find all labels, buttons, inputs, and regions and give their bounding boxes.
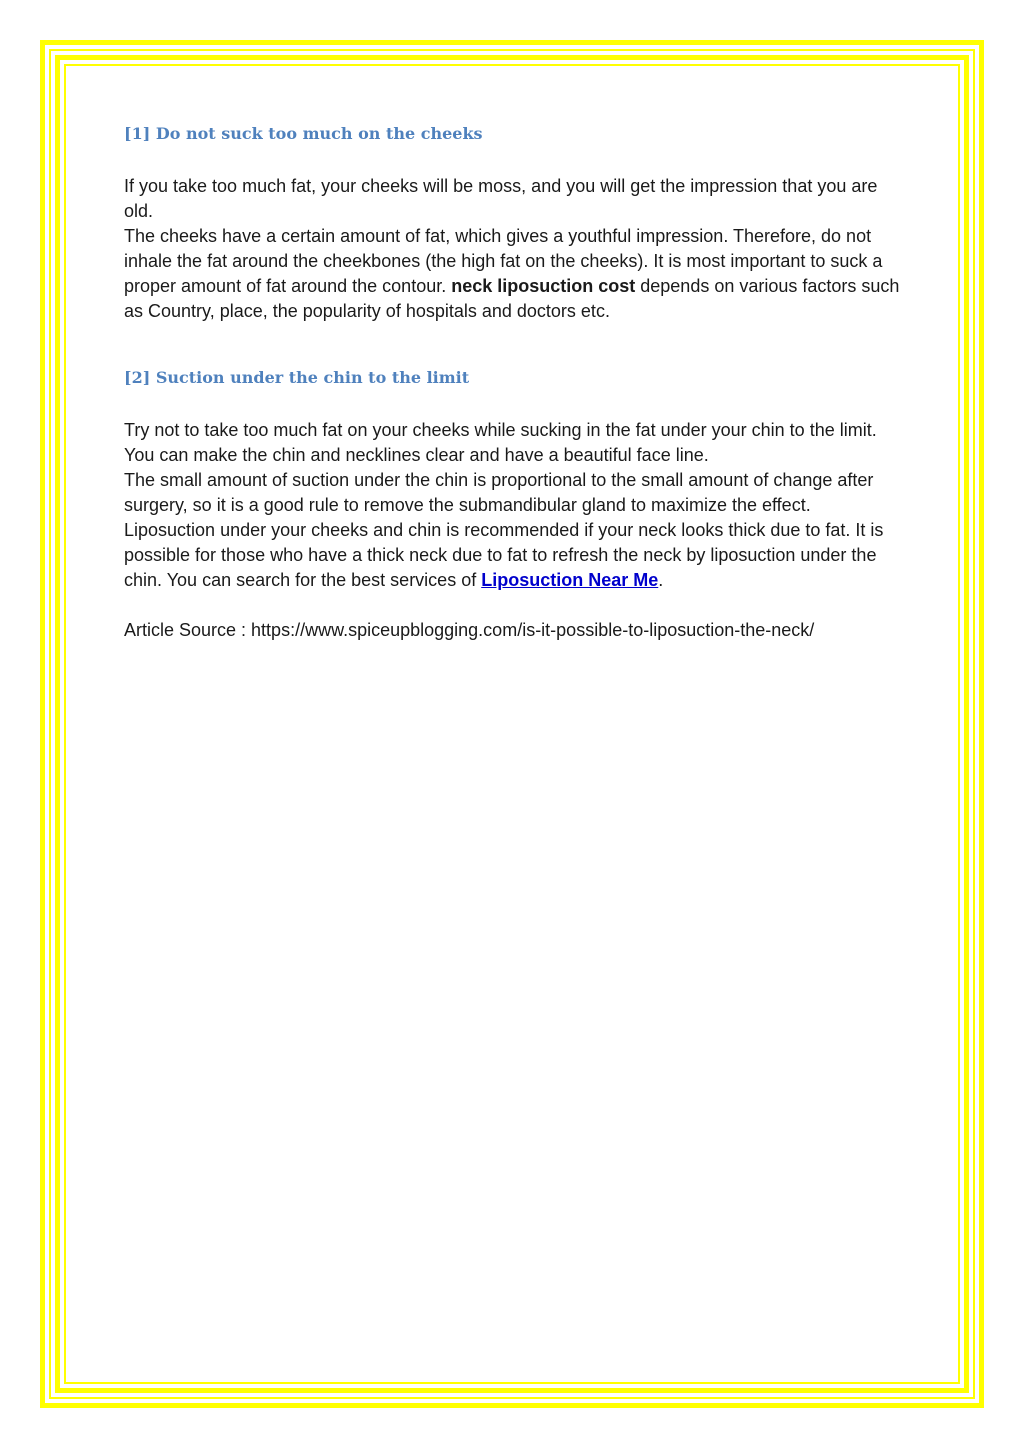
paragraph-chin-details xyxy=(124,468,904,593)
text-segment: The cheeks have a certain amount of fat, which gives a youthful impression. Therefore, do not inhale the fat around the cheekbones (the high fat on the cheeks). It is most important to suck a proper amount of fat around the contour. xyxy=(124,226,883,296)
liposuction-near-me-link[interactable]: Liposuction Near Me xyxy=(481,570,659,590)
article-source: Article Source : https://www.spiceupblogging.com/is-it-possible-to-liposuction-the-neck/ xyxy=(124,620,815,640)
text-segment: . xyxy=(658,570,664,590)
paragraph-cheeks-intro: If you take too much fat, your cheeks will be moss, and you will get the impression that you are old. xyxy=(124,176,878,221)
paragraph-chin-intro: Try not to take too much fat on your cheeks while sucking in the fat under your chin to the limit. You can make the chin and necklines clear and have a beautiful face line. xyxy=(124,420,877,465)
text-segment: depends on various factors such as Country, place, the popularity of hospitals and doctors etc. xyxy=(124,276,900,321)
section-chin xyxy=(124,364,904,593)
section-heading-chin: [2] Suction under the chin to the limit xyxy=(124,368,470,387)
bold-keyword: neck liposuction cost xyxy=(451,276,636,296)
paragraph-cheeks-details xyxy=(124,224,904,324)
text-segment: The small amount of suction under the chin is proportional to the small amount of change after surgery, so it is a good rule to remove the submandibular gland to maximize the effect. Liposuction under your cheeks and chin is recommended if your neck looks thick due to fat. It is possible for those who have a thick neck due to fat to refresh the neck by liposuction under the chin. You can search for the best services of xyxy=(124,470,884,590)
section-cheeks xyxy=(124,120,904,324)
document-body xyxy=(124,120,904,643)
section-heading-cheeks: [1] Do not suck too much on the cheeks xyxy=(124,124,483,143)
